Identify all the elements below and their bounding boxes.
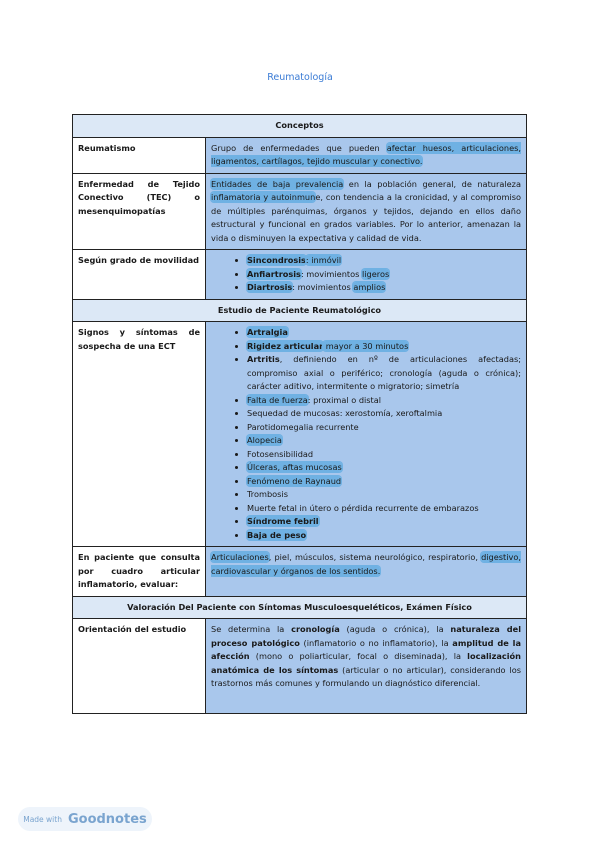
- row-label-reumatismo: Reumatismo: [73, 137, 206, 173]
- row-label-tec: Enfermedad de Tejido Conectivo (TEC) o mesenquimopatías: [73, 173, 206, 250]
- row-value-movilidad: [206, 250, 527, 300]
- table-row: [73, 547, 527, 597]
- section-row: [73, 299, 527, 322]
- section-header-valoracion: Valoración Del Paciente con Síntomas Musculoesqueléticos, Exámen Físico: [73, 596, 527, 619]
- row-value-orientacion: Se determina la cronología (aguda o crónica), la naturaleza del proceso patológico (inflamatorio o no inflamatorio), la amplitud de la afección (mono o poliarticular, focal o diseminada), la localización anatómica de los síntomas (articular o no articular), considerando los trastornos más comunes y formulando un diagnóstico diferencial.: [206, 619, 527, 714]
- section-header-conceptos: Conceptos: [73, 115, 527, 138]
- list-item: • Alopecia: [247, 434, 521, 448]
- table-row: [73, 322, 527, 547]
- table-row: [73, 619, 527, 714]
- row-value-reumatismo: Grupo de enfermedades que pueden afectar huesos, articulaciones, ligamentos, cartílagos, tejido muscular y conectivo.: [206, 137, 527, 173]
- row-label-orientacion: Orientación del estudio: [73, 619, 206, 714]
- list-item: • Falta de fuerza: proximal o distal: [247, 394, 521, 408]
- list-item: • Diartrosis: movimientos amplios: [247, 281, 521, 295]
- notes-table: [72, 114, 527, 714]
- row-label-movilidad: Según grado de movilidad: [73, 250, 206, 300]
- made-with-label: Made with: [23, 814, 62, 824]
- list-item: • Baja de peso: [247, 529, 521, 543]
- row-label-signos: Signos y síntomas de sospecha de una ECT: [73, 322, 206, 547]
- list-item: • Rigidez articular mayor a 30 minutos: [247, 340, 521, 354]
- row-value-cuadro: Articulaciones, piel, músculos, sistema neurológico, respiratorio, digestivo, cardiovascular y órganos de los sentidos.: [206, 547, 527, 597]
- list-item: • Artralgia: [247, 326, 521, 340]
- list-item: • Síndrome febril: [247, 515, 521, 529]
- goodnotes-badge: [18, 807, 152, 831]
- list-item: • Trombosis: [247, 488, 521, 502]
- section-header-estudio: Estudio de Paciente Reumatológico: [73, 299, 527, 322]
- list-item: • Úlceras, aftas mucosas: [247, 461, 521, 475]
- movilidad-list: [211, 254, 521, 295]
- list-item: • Anfiartrosis: movimientos ligeros: [247, 268, 521, 282]
- section-row: [73, 115, 527, 138]
- row-value-signos: [206, 322, 527, 547]
- table-row: [73, 137, 527, 173]
- list-item: • Parotidomegalia recurrente: [247, 421, 521, 435]
- list-item: • Fenómeno de Raynaud: [247, 475, 521, 489]
- table-row: [73, 250, 527, 300]
- goodnotes-logo: Goodnotes: [67, 811, 147, 827]
- table-row: [73, 173, 527, 250]
- list-item: • Fotosensibilidad: [247, 448, 521, 462]
- row-label-cuadro: En paciente que consulta por cuadro articular inflamatorio, evaluar:: [73, 547, 206, 597]
- list-item: • Sincondrosis: inmóvil: [247, 254, 521, 268]
- page-title: Reumatología: [267, 72, 333, 83]
- row-value-tec: Entidades de baja prevalencia en la población general, de naturaleza inflamatoria y autoinmune, con tendencia a la cronicidad, y al compromiso de múltiples parénquimas, órganos y tejidos, dejando en ellos daño estructural y funcional en grados variables. Por lo anterior, amenazan la vida o disminuyen la expectativa y calidad de vida.: [206, 173, 527, 250]
- section-row: [73, 596, 527, 619]
- list-item: • Sequedad de mucosas: xerostomía, xeroftalmia: [247, 407, 521, 421]
- list-item: • Muerte fetal in útero o pérdida recurrente de embarazos: [247, 502, 521, 516]
- list-item: • Artritis, definiendo en nº de articulaciones afectadas; compromiso axial o periférico; cronología (aguda o crónica); carácter aditivo, intermitente o migratorio; simetría: [247, 353, 521, 394]
- signos-list: [211, 326, 521, 542]
